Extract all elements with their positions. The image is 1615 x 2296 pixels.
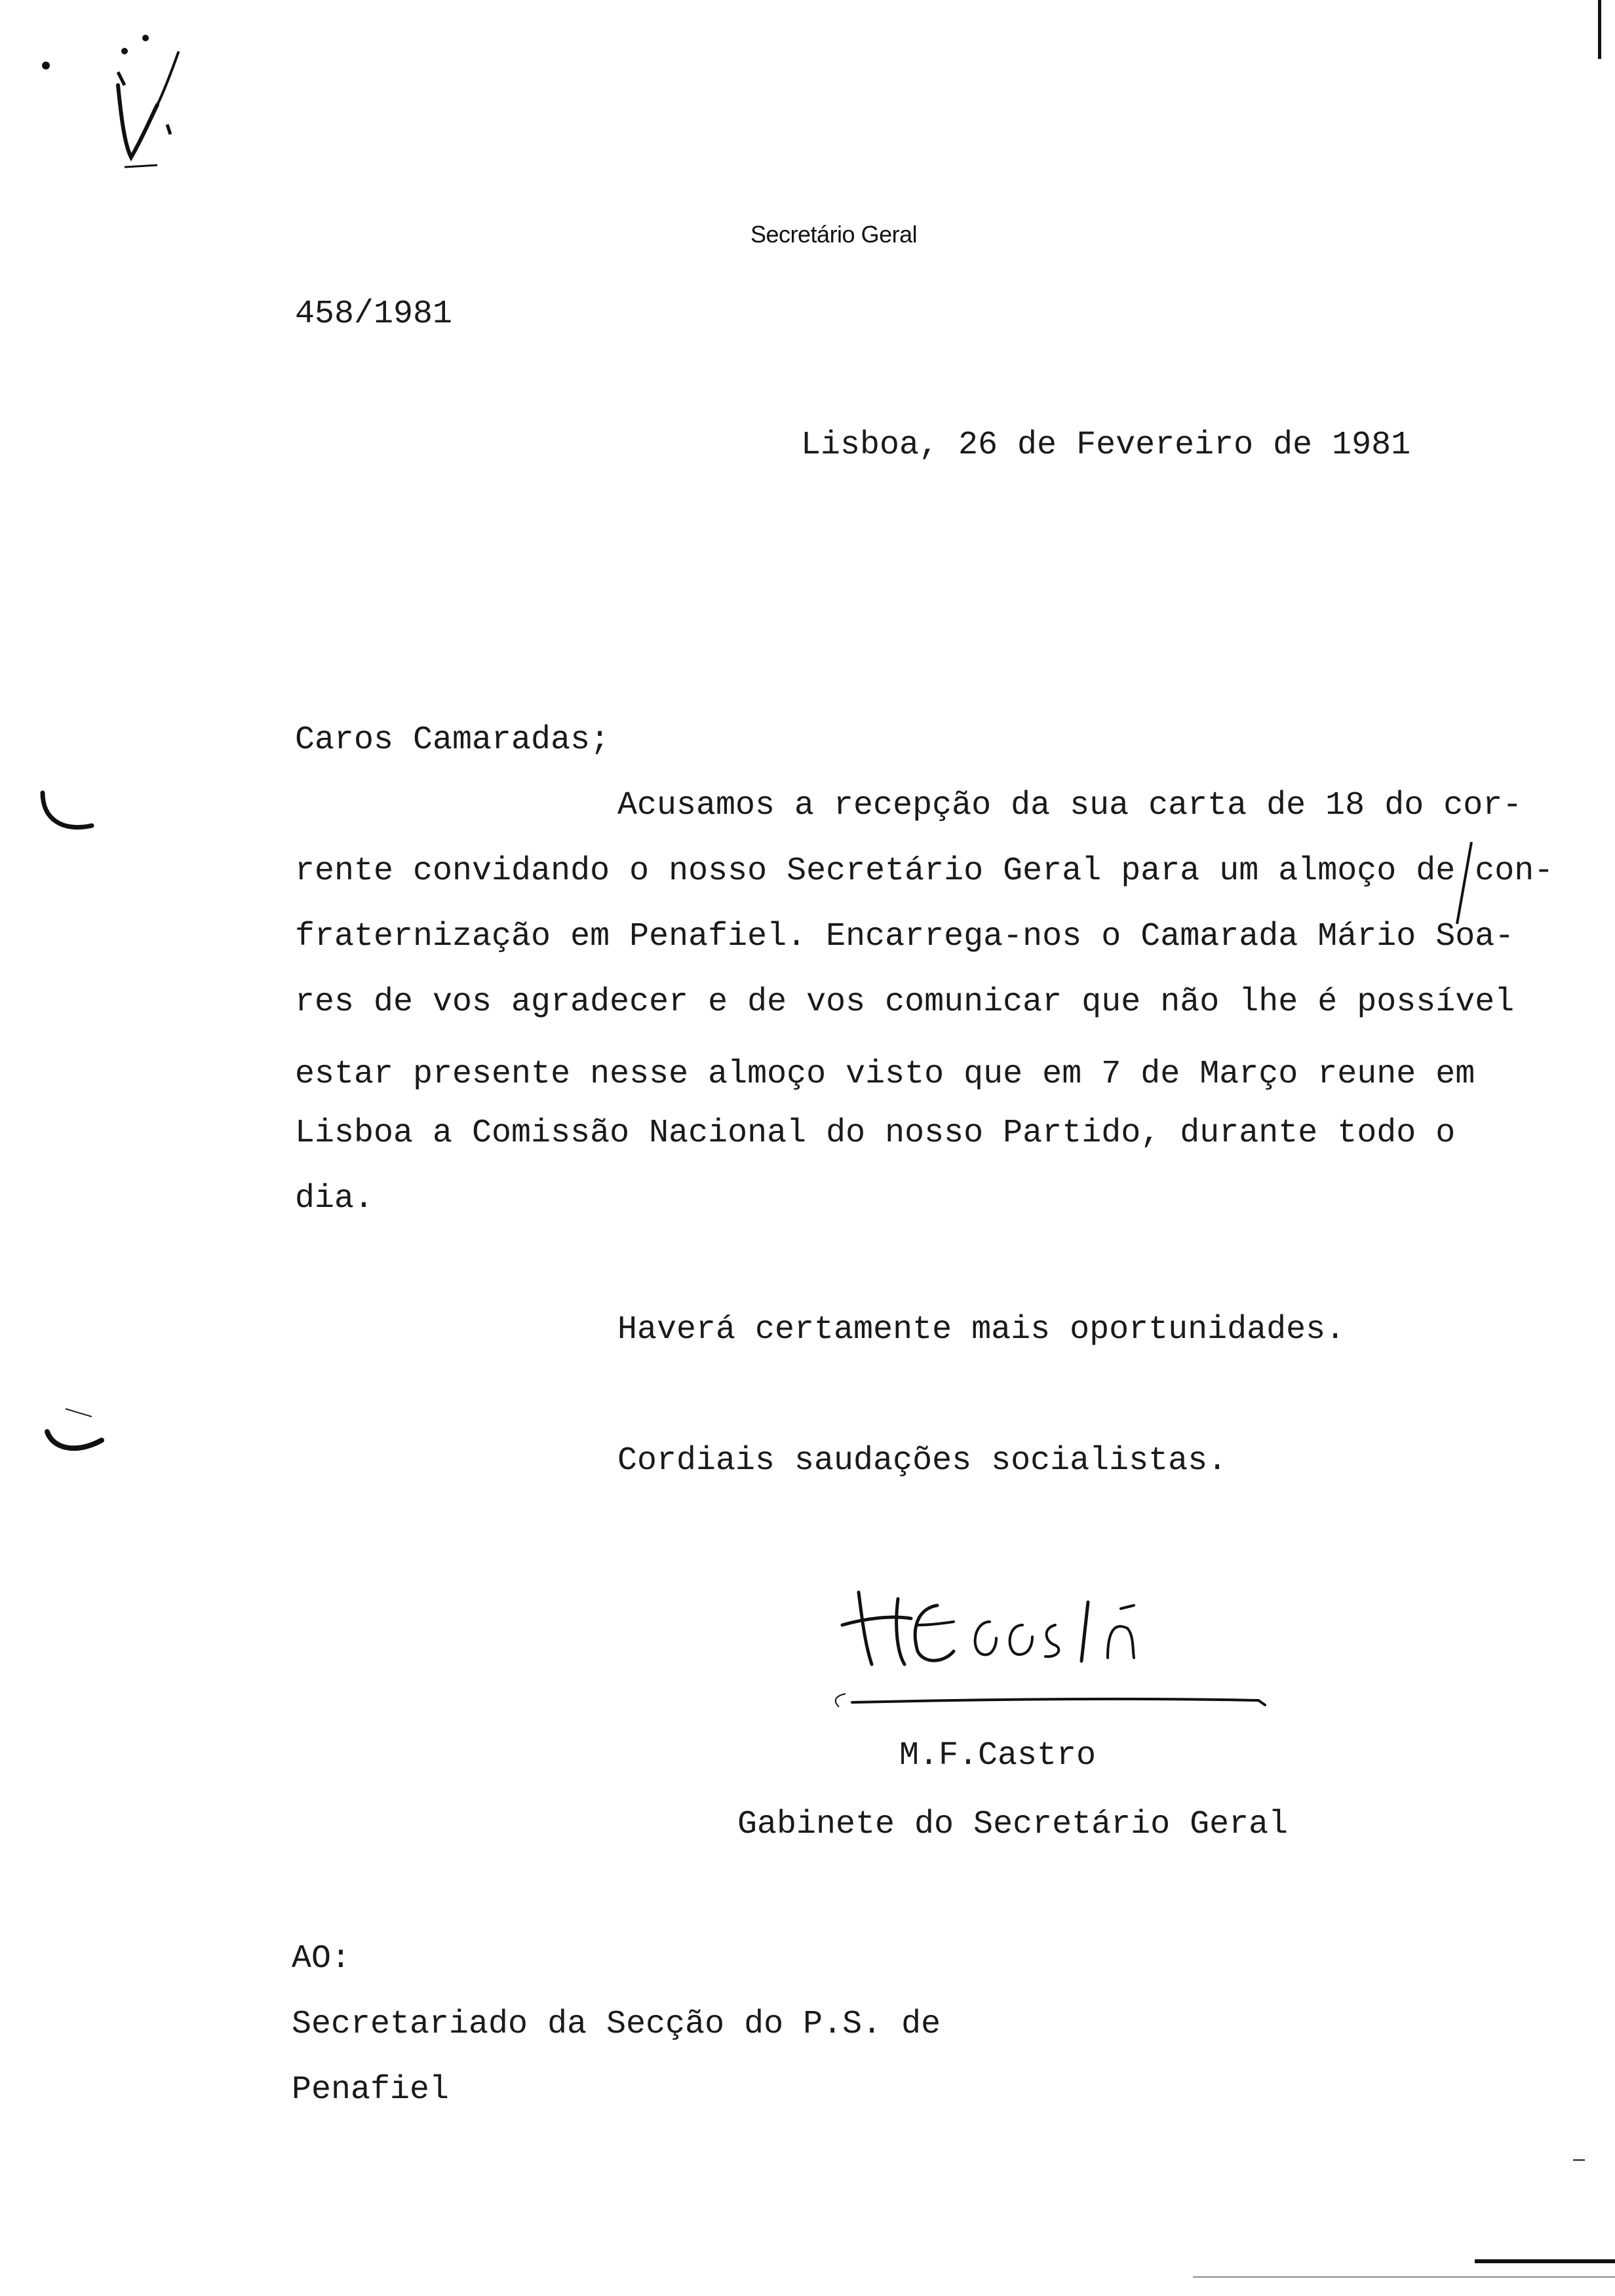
- punch-hole-mark-icon: [36, 786, 102, 845]
- signatory-name: M.F.Castro: [899, 1737, 1097, 1774]
- body-line: dia.: [295, 1180, 374, 1217]
- margin-mark-right: [1598, 0, 1601, 59]
- salutation: Caros Camaradas;: [295, 721, 610, 759]
- recipient-label: AO:: [292, 1940, 351, 1978]
- reference-number: 458/1981: [295, 296, 453, 333]
- scan-artifact: [1475, 2259, 1615, 2263]
- body-paragraph-2: Haverá certamente mais oportunidades.: [617, 1311, 1346, 1349]
- closing-line: Cordiais saudações socialistas.: [617, 1442, 1228, 1480]
- letterhead-org-name: Secretário Geral: [750, 221, 918, 248]
- punch-hole-mark-icon: [39, 1396, 111, 1461]
- recipient-line-2: Penafiel: [292, 2071, 450, 2109]
- handwritten-checkmark-icon: [26, 26, 197, 170]
- body-line: Lisboa a Comissão Nacional do nosso Partido, durante todo o: [295, 1115, 1456, 1152]
- handwritten-signature: [806, 1579, 1278, 1723]
- scan-artifact: [1193, 2276, 1615, 2278]
- body-line: Acusamos a recepção da sua carta de 18 do cor-: [617, 787, 1523, 824]
- body-line: res de vos agradecer e de vos comunicar que não lhe é possível: [295, 984, 1515, 1021]
- body-line: estar presente nesse almoço visto que em 7 de Março reune em: [295, 1056, 1475, 1093]
- signatory-title: Gabinete do Secretário Geral: [737, 1806, 1289, 1843]
- scan-artifact: [1573, 2159, 1585, 2161]
- place-date: Lisboa, 26 de Fevereiro de 1981: [801, 427, 1411, 464]
- recipient-line-1: Secretariado da Secção do P.S. de: [292, 2006, 941, 2043]
- body-line: fraternização em Penafiel. Encarrega-nos o Camarada Mário Soa-: [295, 918, 1515, 955]
- body-line: rente convidando o nosso Secretário Geral para um almoço de con-: [295, 852, 1554, 890]
